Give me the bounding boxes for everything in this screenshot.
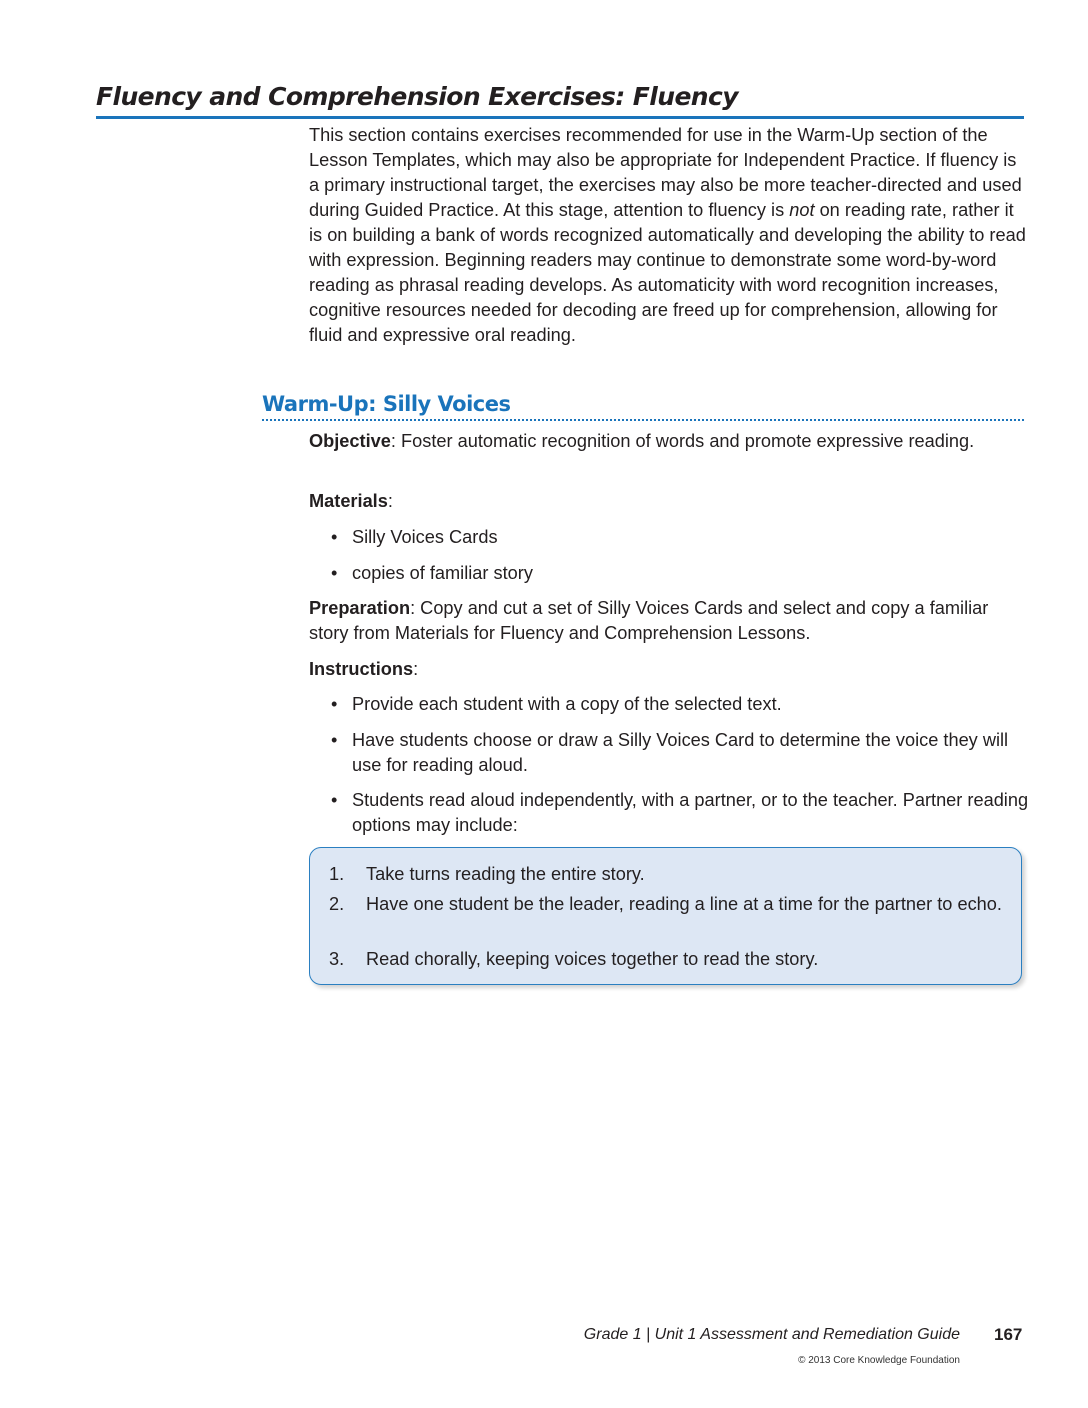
objective-label: Objective — [309, 431, 391, 451]
intro-text-1: This section contains exercises recommended for use in the Warm-Up section of the Lesson Templates, which may also be appropriate for Independent Practice. If fluency is a primary instructional target, the exercises may also be more teacher-directed and used during Guided Practice. At this stage, attention to fluency is — [309, 125, 1022, 220]
bullet-icon: • — [331, 790, 338, 810]
instructions-list-3 — [331, 788, 1031, 838]
intro-text-2: on reading rate, rather it is on building a bank of words recognized automatically and developing the ability to read with expression. Beginning readers may continue to demonstrate some word-by-word reading as phrasal reading develops. As automaticity with word recognition increases, cognitive resources needed for decoding are freed up for comprehension, allowing for fluid and expressive oral reading. — [309, 200, 1026, 345]
bullet-icon: • — [331, 694, 338, 714]
preparation-label: Preparation — [309, 598, 411, 618]
materials-list-2 — [331, 561, 1031, 586]
preparation — [309, 596, 1029, 646]
objective — [309, 429, 1029, 454]
list-item: • copies of familiar story — [331, 561, 1031, 586]
footer-guide-title: Grade 1 | Unit 1 Assessment and Remediation Guide — [583, 1326, 960, 1343]
copyright: © 2013 Core Knowledge Foundation — [798, 1355, 960, 1366]
bullet-icon: • — [331, 563, 338, 583]
list-item: • Have students choose or draw a Silly Voices Card to determine the voice they will use for reading aloud. — [331, 730, 1009, 775]
instructions-list-2 — [331, 728, 1031, 778]
list-item: • Provide each student with a copy of the selected text. — [331, 692, 1031, 717]
intro-paragraph — [309, 123, 1029, 348]
materials-heading: Materials: — [309, 491, 393, 511]
bullet-icon: • — [331, 730, 338, 750]
preparation-text: : Copy and cut a set of Silly Voices Cards and select and copy a familiar story from Materials for Fluency and Comprehension Lessons. — [309, 598, 989, 643]
instructions-label: Instructions — [309, 659, 414, 679]
list-item: 2. Have one student be the leader, reading a line at a time for the partner to echo. — [329, 894, 1002, 914]
bullet-icon: • — [331, 527, 338, 547]
page-title: Fluency and Comprehension Exercises: Fluency — [96, 80, 1024, 119]
list-item: • Students read aloud independently, with a partner, or to the teacher. Partner reading options may include: — [331, 790, 1029, 835]
instructions-list — [331, 692, 1031, 717]
partner-options-callout — [309, 847, 1022, 985]
list-item: 1. Take turns reading the entire story. — [329, 864, 645, 884]
page-number: 167 — [994, 1325, 1023, 1344]
instructions-heading: Instructions: — [309, 659, 419, 679]
objective-text: : Foster automatic recognition of words and promote expressive reading. — [390, 431, 975, 451]
intro-italic: not — [789, 200, 815, 220]
section-heading: Warm-Up: Silly Voices — [262, 389, 1024, 421]
list-item: • Silly Voices Cards — [331, 525, 1031, 550]
list-item: 3. Read chorally, keeping voices together to read the story. — [329, 949, 819, 969]
materials-label: Materials — [309, 491, 388, 511]
materials-list — [331, 525, 1031, 550]
